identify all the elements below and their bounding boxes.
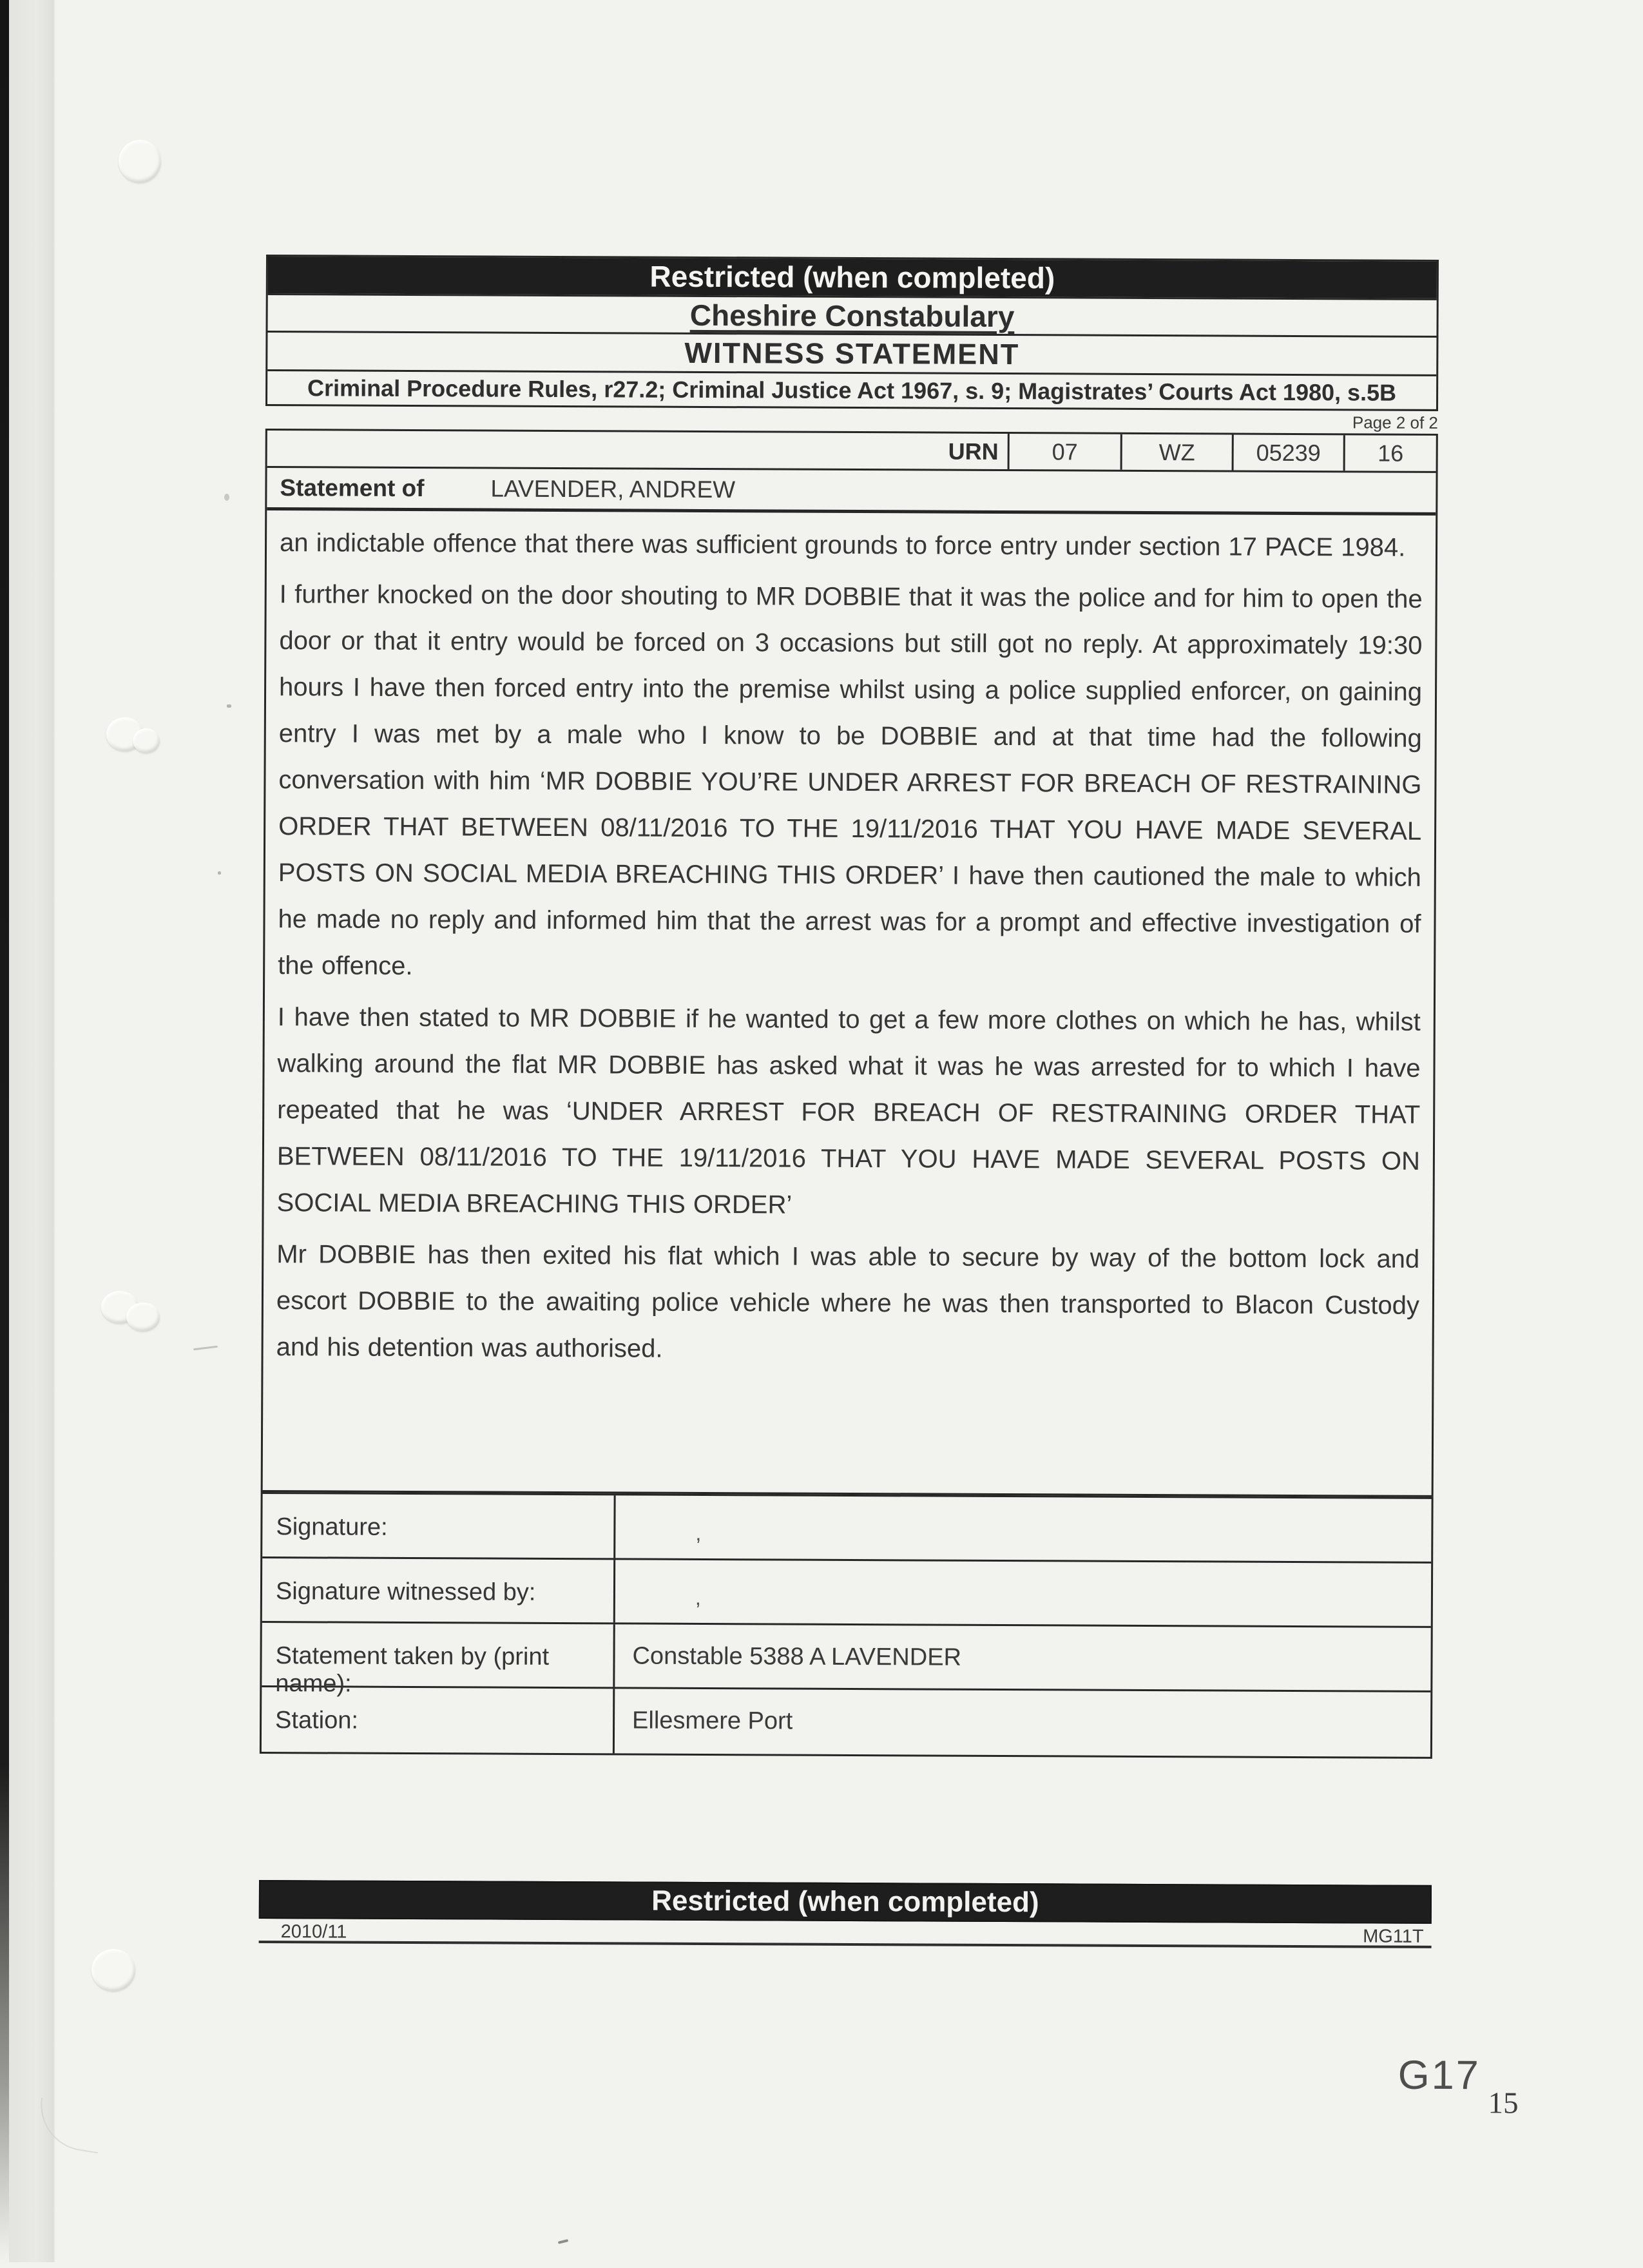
page-indicator: Page 2 of 2 — [1352, 412, 1438, 432]
statement-of-label: Statement of — [280, 474, 425, 501]
signature-witnessed-value: , — [695, 1585, 701, 1609]
statement-taken-by-row — [262, 1623, 1430, 1698]
scan-speck — [227, 704, 231, 708]
exhibit-reference: G17 — [1398, 2052, 1481, 2098]
urn-force-code: WZ — [1120, 434, 1232, 470]
urn-area-code: 07 — [1008, 434, 1120, 470]
force-name: Cheshire Constabulary — [268, 293, 1437, 336]
urn-year: 16 — [1343, 435, 1436, 471]
form-title: WITNESS STATEMENT — [267, 331, 1436, 374]
form-version: 2010/11 — [280, 1921, 347, 1943]
signature-label: Signature: — [262, 1494, 615, 1558]
station-label: Station: — [262, 1687, 615, 1753]
scan-speck — [218, 871, 221, 875]
urn-label: URN — [948, 438, 999, 465]
statement-paragraph: I have then stated to MR DOBBIE if he wanted to get a few more clothes on which he has, whilst walking around the flat MR DOBBIE has asked what it was he was arrested for to which I have repeated that he was ‘UNDER ARREST FOR BREACH OF RESTRAINING ORDER THAT BETWEEN 08/11/2016 TO THE 19/11/2016 THAT YOU HAVE MADE SEVERAL POSTS ON SOCIAL MEDIA BREACHING THIS ORDER’ — [276, 1003, 1421, 1219]
signature-witnessed-row — [262, 1558, 1431, 1628]
statement-of-row — [267, 468, 1436, 516]
header-table — [265, 255, 1439, 411]
signature-witnessed-label: Signature witnessed by: — [262, 1558, 615, 1622]
urn-row — [267, 431, 1436, 473]
statement-paragraph: Mr DOBBIE has then exited his flat which I was able to secure by way of the bottom lock and escort DOBBIE to the awaiting police vehicle where he was then transported to Blacon Custody and his detention was authorised. — [276, 1240, 1420, 1363]
signature-table — [260, 1492, 1434, 1759]
classification-banner-bottom: Restricted (when completed) — [259, 1880, 1432, 1924]
handwritten-page-number: 15 — [1488, 2086, 1519, 2120]
statement-of-name: LAVENDER, ANDREW — [490, 475, 736, 503]
legal-basis: Criminal Procedure Rules, r27.2; Criminal Justice Act 1967, s. 9; Magistrates’ Courts Act 1980, s.5B — [267, 369, 1436, 409]
statement-taken-by-label: Statement taken by (print name): — [262, 1623, 615, 1687]
classification-banner-top: Restricted (when completed) — [268, 257, 1437, 298]
signature-row — [262, 1494, 1431, 1564]
statement-form-table — [261, 429, 1438, 1497]
form-code: MG11T — [1363, 1926, 1424, 1947]
statement-taken-by-value: Constable 5388 A LAVENDER — [632, 1642, 962, 1671]
signature-value: , — [695, 1521, 702, 1545]
urn-serial-number: 05239 — [1232, 435, 1343, 471]
statement-body — [263, 510, 1436, 1375]
scan-speck — [224, 494, 229, 501]
station-value: Ellesmere Port — [632, 1707, 793, 1735]
station-row — [262, 1687, 1430, 1757]
footer-meta-row — [259, 1920, 1432, 1948]
statement-paragraph: I further knocked on the door shouting to MR DOBBIE that it was the police and for him to open the door or that it entry would be forced on 3 occasions but still got no reply. At approximately 19:30 hours I have then forced entry into the premise whilst using a police supplied enforcer, on gaining entry I was met by a male who I know to be DOBBIE and at that time had the following conversation with him ‘MR DOBBIE YOU’RE UNDER ARREST FOR BREACH OF RESTRAINING ORDER THAT BETWEEN 08/11/2016 TO THE 19/11/2016 THAT YOU HAVE MADE SEVERAL POSTS ON SOCIAL MEDIA BREACHING THIS ORDER’ I have then cautioned the male to which he made no reply and informed him that the arrest was for a prompt and effective investigation of the offence. — [278, 580, 1423, 981]
statement-paragraph: an indictable offence that there was sufficient grounds to force entry under section 17 PACE 1984. — [279, 528, 1406, 562]
